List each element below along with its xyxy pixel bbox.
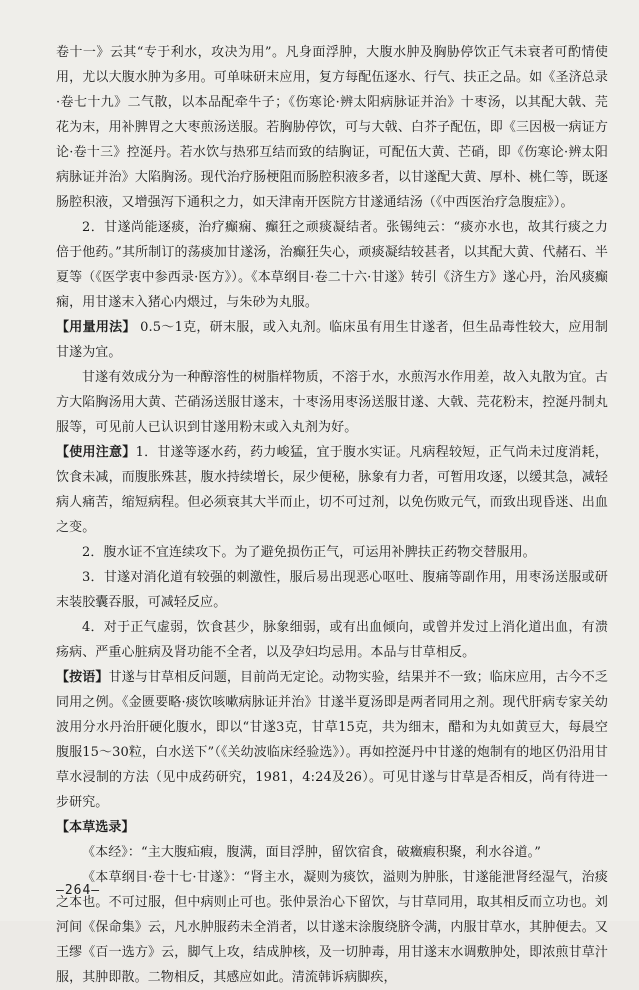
page-number: —264— bbox=[56, 883, 101, 898]
section-heading-excerpts: 【本草选录】 bbox=[56, 820, 135, 835]
paragraph bbox=[56, 440, 608, 540]
paragraph bbox=[56, 815, 608, 840]
paragraph-text: 甘遂有效成分为一种醇溶性的树脂样物质，不溶于水，水煎泻水作用差，故入丸散为宜。古方大陷胸汤用大黄、芒硝汤送服甘遂末，十枣汤用枣汤送服甘遂、大戟、芫花粉末，控涎丹制丸服等，可见前人已认识到甘遂用粉末或入丸剂为好。 bbox=[56, 370, 608, 435]
section-heading-notes: 【按语】 bbox=[56, 670, 109, 685]
paragraph-text: 《本草纲目·卷十七·甘遂》：“肾主水，凝则为痰饮，溢则为肿胀，甘遂能泄肾经湿气，治痰之本也。不可过服，但中病则止可也。张仲景治心下留饮，与甘草同用，取其相反而立功也。刘河间《保命集》云，凡水肿服药未全消者，以甘遂末涂腹绕脐令满，内服甘草水，其肿便去。又王缪《百一选方》云，脚气上攻，结成肿核，及一切肿毒，用甘遂末水调敷肿处，即浓煎甘草汁服，其肿即散。二物相反，其感应如此。清流韩诉病脚疾， bbox=[56, 870, 608, 985]
paragraph-text: 1．甘遂等逐水药，药力峻猛，宜于腹水实证。凡病程较短，正气尚未过度消耗，饮食未减，而腹胀殊甚，腹水持续增长，尿少便秘，脉象有力者，可暂用攻逐，以缓其急，减轻病人痛苦，缩短病程。但必须衰其大半而止，切不可过剂，以免伤败元气，而致出现昏迷、出血之变。 bbox=[56, 445, 608, 535]
paragraph-text: 0.5～1克，研末服，或入丸剂。临床虽有用生甘遂者，但生品毒性较大，应用制甘遂为宜。 bbox=[56, 320, 608, 360]
paragraph-text: 甘遂与甘草相反问题，目前尚无定论。动物实验，结果并不一致；临床应用，古今不乏同用之例。《金匮要略·痰饮咳嗽病脉证并治》甘遂半夏汤即是两者同用之剂。现代肝病专家关幼波用分水丹治肝硬化腹水，即以“甘遂3克，甘草15克，共为细末，醋和为丸如黄豆大，每晨空腹服15～30粒，白水送下”（《关幼波临床经验选》）。再如控涎丹中甘遂的炮制有的地区仍沿用甘草水浸制的方法（见中成药研究，1981，4:24及26）。可见甘遂与甘草是否相反，尚有待进一步研究。 bbox=[56, 670, 608, 810]
paragraph bbox=[56, 840, 608, 865]
page-body bbox=[56, 40, 608, 990]
paragraph-text: 3．甘遂对消化道有较强的刺激性，服后易出现恶心呕吐、腹痛等副作用，用枣汤送服或研末装胶囊吞服，可减轻反应。 bbox=[56, 570, 608, 610]
section-heading-dosage: 【用量用法】 bbox=[56, 320, 136, 335]
paragraph bbox=[56, 665, 608, 815]
paragraph bbox=[56, 565, 608, 615]
paragraph-text: 《本经》：“主大腹疝瘕，腹满，面目浮肿，留饮宿食，破癥瘕积聚，利水谷道。” bbox=[82, 845, 541, 860]
paragraph bbox=[56, 315, 608, 365]
section-heading-cautions: 【使用注意】 bbox=[56, 445, 136, 460]
paragraph bbox=[56, 540, 608, 565]
paragraph-text: 4．对于正气虚弱，饮食甚少，脉象细弱，或有出血倾向，或曾并发过上消化道出血，有溃疡病、严重心脏病及肾功能不全者，以及孕妇均忌用。本品与甘草相反。 bbox=[56, 620, 608, 660]
paragraph-text: 卷十一》云其“专于利水，攻决为用”。凡身面浮肿，大腹水肿及胸胁停饮正气未衰者可酌情使用，尤以大腹水肿为多用。可单味研末应用，复方每配伍逐水、行气、扶正之品。如《圣济总录·卷七十九》二气散，以本品配牵牛子；《伤寒论·辨太阳病脉证并治》十枣汤，以其配大戟、芫花为末，用补脾胃之大枣煎汤送服。若胸胁停饮，可与大戟、白芥子配伍，即《三因极一病证方论·卷十三》控涎丹。若水饮与热邪互结而致的结胸证，可配伍大黄、芒硝，即《伤寒论·辨太阳病脉证并治》大陷胸汤。现代治疗肠梗阻而肠腔积液多者，以甘遂配大黄、厚朴、桃仁等，既逐肠腔积液，又增强泻下通积之力，如天津南开医院方甘遂通结汤（《中西医治疗急腹症》）。 bbox=[56, 45, 608, 210]
paragraph-text: 2．腹水证不宜连续攻下。为了避免损伤正气，可运用补脾扶正药物交替服用。 bbox=[82, 545, 536, 560]
paragraph bbox=[56, 215, 608, 315]
paragraph bbox=[56, 365, 608, 440]
paragraph bbox=[56, 865, 608, 990]
paragraph-text: 2．甘遂尚能逐痰，治疗癫痫、癫狂之顽痰凝结者。张锡纯云：“痰亦水也，故其行痰之力倍于他药。”其所制订的荡痰加甘遂汤，治癫狂失心，顽痰凝结较甚者，以其配大黄、代赭石、半夏等（《医学衷中参西录·医方》）。《本草纲目·卷二十六·甘遂》转引《济生方》遂心丹，治风痰癫痫，用甘遂末入猪心内煨过，与朱砂为丸服。 bbox=[56, 220, 608, 310]
paragraph bbox=[56, 40, 608, 215]
paragraph bbox=[56, 615, 608, 665]
